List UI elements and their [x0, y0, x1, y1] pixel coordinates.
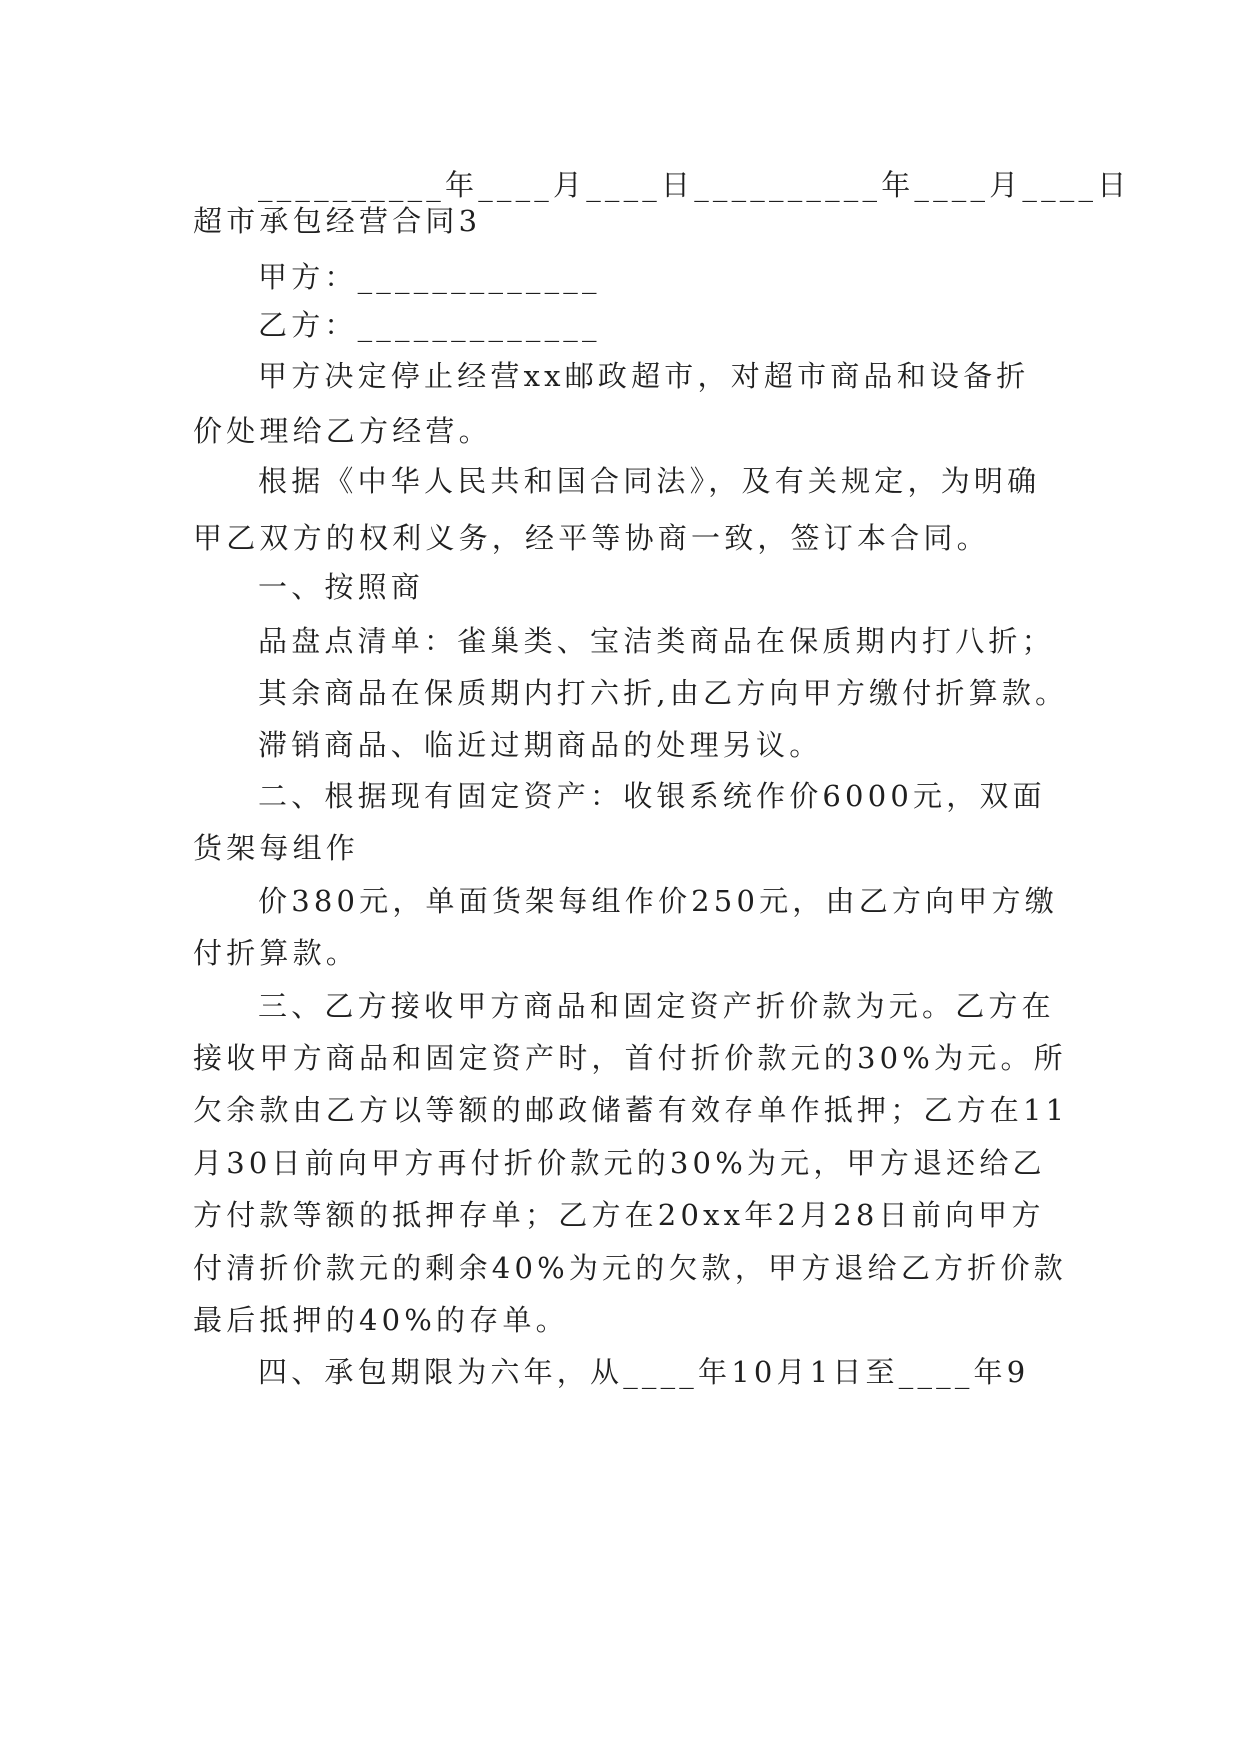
paragraph-line: 滞销商品、临近过期商品的处理另议。: [258, 728, 823, 762]
paragraph-line: 方付款等额的抵押存单；乙方在20xx年2月28日前向甲方: [193, 1198, 1045, 1232]
party-b-line: 乙方：_____________: [258, 308, 601, 342]
paragraph-line: 根据《中华人民共和国合同法》，及有关规定，为明确: [258, 464, 1041, 498]
paragraph-line: 其余商品在保质期内打六折,由乙方向甲方缴付折算款。: [258, 676, 1069, 710]
paragraph-line: 价380元，单面货架每组作价250元，由乙方向甲方缴: [258, 884, 1058, 918]
paragraph-line: 货架每组作: [193, 831, 360, 865]
paragraph-line: 付折算款。: [193, 936, 360, 970]
paragraph-line: 甲乙双方的权利义务，经平等协商一致，签订本合同。: [193, 521, 990, 555]
paragraph-line: 接收甲方商品和固定资产时，首付折价款元的30%为元。所: [193, 1041, 1067, 1075]
date-blank-line: __________年____月____日__________年____月____日: [258, 168, 1131, 202]
contract-title: 超市承包经营合同3: [193, 204, 482, 238]
paragraph-line: 最后抵押的40%的存单。: [193, 1303, 569, 1337]
paragraph-line: 付清折价款元的剩余40%为元的欠款，甲方退给乙方折价款: [193, 1251, 1067, 1285]
paragraph-line: 甲方决定停止经营xx邮政超市，对超市商品和设备折: [258, 359, 1030, 393]
paragraph-line: 欠余款由乙方以等额的邮政储蓄有效存单作抵押；乙方在11: [193, 1093, 1069, 1127]
paragraph-line: 品盘点清单：雀巢类、宝洁类商品在保质期内打八折；: [258, 624, 1055, 658]
paragraph-line: 三、乙方接收甲方商品和固定资产折价款为元。乙方在: [258, 989, 1055, 1023]
paragraph-line: 四、承包期限为六年，从____年10月1日至____年9: [258, 1355, 1030, 1389]
paragraph-line: 二、根据现有固定资产：收银系统作价6000元，双面: [258, 779, 1046, 813]
paragraph-line: 价处理给乙方经营。: [193, 414, 492, 448]
clause-heading: 一、按照商: [258, 570, 425, 604]
party-a-line: 甲方：_____________: [258, 260, 601, 294]
paragraph-line: 月30日前向甲方再付折价款元的30%为元，甲方退还给乙: [193, 1146, 1046, 1180]
